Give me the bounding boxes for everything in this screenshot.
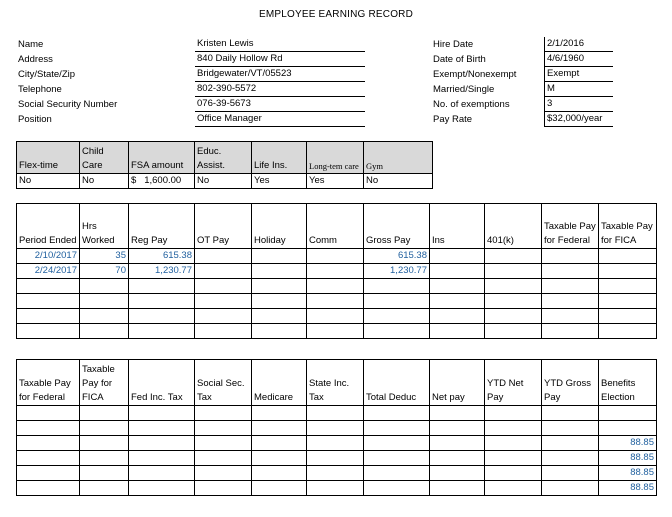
earnings-cell[interactable] — [430, 309, 485, 324]
deductions-cell[interactable] — [17, 406, 80, 421]
benefits-header-child-care: Child Care — [80, 142, 129, 174]
deductions-cell[interactable] — [485, 451, 542, 466]
earnings-cell[interactable] — [17, 309, 80, 324]
earnings-cell[interactable] — [307, 309, 364, 324]
hire-date-value[interactable]: 2/1/2016 — [544, 37, 613, 52]
deductions-cell[interactable] — [17, 466, 80, 481]
ssn-value[interactable]: 076-39-5673 — [195, 97, 365, 112]
table-row — [17, 481, 657, 496]
earnings-cell[interactable] — [599, 264, 657, 279]
table-row — [17, 264, 657, 279]
deductions-cell[interactable] — [307, 451, 364, 466]
earnings-cell[interactable] — [129, 324, 195, 339]
earnings-cell[interactable] — [307, 279, 364, 294]
table-row — [17, 451, 657, 466]
earnings-cell[interactable] — [195, 264, 252, 279]
benefits-header-life-ins: Life Ins. — [252, 142, 307, 174]
benefits-header-fsa-amount: FSA amount — [129, 142, 195, 174]
earnings-cell[interactable]: 2/24/2017 — [17, 264, 80, 279]
deductions-cell[interactable] — [364, 481, 430, 496]
deductions-cell[interactable]: 88.85 — [599, 451, 657, 466]
deductions-cell[interactable] — [307, 436, 364, 451]
deductions-cell[interactable] — [80, 406, 129, 421]
earnings-cell[interactable] — [129, 294, 195, 309]
benefits-value-long-term-care[interactable]: Yes — [307, 174, 364, 189]
earnings-header: Taxable Pay for FICA — [599, 204, 657, 249]
deductions-cell[interactable] — [80, 451, 129, 466]
earnings-cell[interactable] — [252, 249, 307, 264]
table-row — [17, 436, 657, 451]
deductions-cell[interactable] — [252, 421, 307, 436]
earnings-cell[interactable] — [80, 279, 129, 294]
earnings-cell[interactable] — [195, 309, 252, 324]
dob-value[interactable]: 4/6/1960 — [544, 52, 613, 67]
deductions-cell[interactable] — [80, 466, 129, 481]
deductions-header: YTD Net Pay — [485, 360, 542, 406]
benefits-value-educ-assist[interactable]: No — [195, 174, 252, 189]
deductions-cell[interactable] — [307, 421, 364, 436]
table-row — [17, 406, 657, 421]
earnings-header: Holiday — [252, 204, 307, 249]
deductions-cell[interactable] — [364, 466, 430, 481]
earnings-cell[interactable] — [195, 294, 252, 309]
earnings-header: Gross Pay — [364, 204, 430, 249]
benefits-header-educ-assist: Educ. Assist. — [195, 142, 252, 174]
earnings-cell[interactable] — [430, 294, 485, 309]
earnings-cell[interactable] — [599, 294, 657, 309]
deductions-cell[interactable] — [485, 406, 542, 421]
earnings-cell[interactable] — [599, 279, 657, 294]
exempt-value[interactable]: Exempt — [544, 67, 613, 82]
dob-label: Date of Birth — [433, 54, 486, 65]
pay-rate-label: Pay Rate — [433, 114, 473, 125]
deductions-cell[interactable] — [430, 421, 485, 436]
address-label: Address — [18, 54, 53, 65]
earnings-cell[interactable] — [485, 309, 542, 324]
earnings-cell[interactable] — [542, 309, 599, 324]
deductions-cell[interactable] — [485, 421, 542, 436]
deductions-cell[interactable] — [364, 436, 430, 451]
earnings-cell[interactable] — [599, 309, 657, 324]
deductions-cell[interactable] — [129, 436, 195, 451]
benefits-header-long-term-care: Long-tem care — [307, 142, 364, 174]
table-row — [17, 421, 657, 436]
deductions-cell[interactable] — [129, 406, 195, 421]
page-title: EMPLOYEE EARNING RECORD — [258, 9, 414, 20]
earnings-cell[interactable] — [485, 279, 542, 294]
earnings-cell[interactable] — [195, 324, 252, 339]
benefits-value-gym[interactable]: No — [364, 174, 433, 189]
earnings-cell[interactable] — [542, 324, 599, 339]
position-label: Position — [18, 114, 52, 125]
deductions-cell[interactable] — [129, 421, 195, 436]
deductions-header: Taxable Pay for FICA — [80, 360, 129, 406]
earnings-cell[interactable] — [430, 249, 485, 264]
earnings-cell[interactable] — [307, 324, 364, 339]
earnings-cell[interactable] — [80, 309, 129, 324]
earnings-header: Hrs Worked — [80, 204, 129, 249]
earnings-cell[interactable] — [195, 279, 252, 294]
deductions-cell[interactable]: 88.85 — [599, 466, 657, 481]
deductions-header: YTD Gross Pay — [542, 360, 599, 406]
earnings-cell[interactable] — [307, 294, 364, 309]
deductions-cell[interactable] — [129, 481, 195, 496]
earnings-cell[interactable]: 615.38 — [129, 249, 195, 264]
deductions-cell[interactable] — [129, 466, 195, 481]
deductions-header: Total Deduc — [364, 360, 430, 406]
earnings-cell[interactable] — [252, 309, 307, 324]
earnings-cell[interactable]: 2/10/2017 — [17, 249, 80, 264]
benefits-table — [16, 141, 433, 189]
deductions-cell[interactable] — [542, 406, 599, 421]
benefits-value-life-ins[interactable]: Yes — [252, 174, 307, 189]
earnings-cell[interactable] — [17, 294, 80, 309]
earnings-header: 401(k) — [485, 204, 542, 249]
deductions-cell[interactable] — [485, 436, 542, 451]
deductions-cell[interactable] — [542, 451, 599, 466]
deductions-cell[interactable] — [307, 406, 364, 421]
deductions-cell[interactable] — [599, 421, 657, 436]
earnings-cell[interactable] — [430, 264, 485, 279]
deductions-cell[interactable] — [252, 436, 307, 451]
deductions-cell[interactable] — [17, 451, 80, 466]
name-value[interactable]: Kristen Lewis — [195, 37, 365, 52]
benefits-value-flex-time[interactable]: No — [17, 174, 80, 189]
city-state-zip-value[interactable]: Bridgewater/VT/05523 — [195, 67, 365, 82]
deductions-cell[interactable] — [364, 406, 430, 421]
earnings-cell[interactable] — [129, 309, 195, 324]
earnings-cell[interactable] — [252, 324, 307, 339]
earnings-cell[interactable] — [485, 264, 542, 279]
marital-value[interactable]: M — [544, 82, 613, 97]
earnings-cell[interactable]: 1,230.77 — [364, 264, 430, 279]
earnings-cell[interactable] — [129, 279, 195, 294]
deductions-cell[interactable] — [430, 406, 485, 421]
earnings-cell[interactable] — [17, 279, 80, 294]
earnings-cell[interactable] — [364, 279, 430, 294]
earnings-header: Taxable Pay for Federal — [542, 204, 599, 249]
deductions-cell[interactable] — [430, 451, 485, 466]
earnings-cell[interactable] — [430, 279, 485, 294]
deductions-cell[interactable] — [17, 481, 80, 496]
earnings-cell[interactable] — [17, 324, 80, 339]
earnings-cell[interactable] — [542, 264, 599, 279]
earnings-cell[interactable] — [252, 294, 307, 309]
earnings-header: Comm — [307, 204, 364, 249]
earnings-cell[interactable] — [80, 324, 129, 339]
earnings-cell[interactable] — [485, 249, 542, 264]
telephone-label: Telephone — [18, 84, 62, 95]
earnings-cell[interactable] — [542, 249, 599, 264]
earnings-cell[interactable] — [599, 249, 657, 264]
deductions-header: State Inc. Tax — [307, 360, 364, 406]
deductions-cell[interactable] — [17, 421, 80, 436]
earnings-cell[interactable] — [599, 324, 657, 339]
deductions-cell[interactable] — [307, 466, 364, 481]
address-value[interactable]: 840 Daily Hollow Rd — [195, 52, 365, 67]
deductions-cell[interactable] — [542, 481, 599, 496]
city-state-zip-label: City/State/Zip — [18, 69, 76, 80]
deductions-header: Taxable Pay for Federal — [17, 360, 80, 406]
earnings-header: Ins — [430, 204, 485, 249]
deductions-header: Net pay — [430, 360, 485, 406]
earnings-cell[interactable] — [364, 324, 430, 339]
deductions-cell[interactable] — [542, 421, 599, 436]
deductions-cell[interactable] — [195, 436, 252, 451]
earnings-cell[interactable] — [252, 279, 307, 294]
deductions-cell[interactable] — [542, 466, 599, 481]
deductions-cell[interactable] — [252, 406, 307, 421]
deductions-cell[interactable] — [599, 406, 657, 421]
earnings-cell[interactable] — [307, 249, 364, 264]
deductions-cell[interactable]: 88.85 — [599, 481, 657, 496]
deductions-header: Benefits Election — [599, 360, 657, 406]
earnings-cell[interactable] — [364, 294, 430, 309]
table-row — [17, 466, 657, 481]
name-label: Name — [18, 39, 44, 50]
table-row — [17, 279, 657, 294]
deductions-cell[interactable] — [485, 481, 542, 496]
table-row — [17, 294, 657, 309]
benefits-header-gym: Gym — [364, 142, 433, 174]
earnings-table — [16, 203, 657, 339]
earnings-cell[interactable] — [195, 249, 252, 264]
table-row — [17, 324, 657, 339]
deductions-cell[interactable] — [80, 481, 129, 496]
earnings-header: Reg Pay — [129, 204, 195, 249]
deductions-cell[interactable] — [364, 451, 430, 466]
earnings-cell[interactable] — [307, 264, 364, 279]
deductions-cell[interactable] — [252, 466, 307, 481]
deductions-cell[interactable] — [252, 481, 307, 496]
deductions-cell[interactable] — [430, 466, 485, 481]
deductions-cell[interactable] — [542, 436, 599, 451]
deductions-cell[interactable] — [80, 421, 129, 436]
deductions-header: Fed Inc. Tax — [129, 360, 195, 406]
marital-label: Married/Single — [433, 84, 495, 95]
deductions-cell[interactable] — [195, 466, 252, 481]
deductions-cell[interactable] — [80, 436, 129, 451]
earnings-cell[interactable] — [430, 324, 485, 339]
deductions-cell[interactable]: 88.85 — [599, 436, 657, 451]
ssn-label: Social Security Number — [18, 99, 118, 110]
earnings-cell[interactable] — [485, 324, 542, 339]
earnings-cell[interactable]: 35 — [80, 249, 129, 264]
deductions-table — [16, 359, 657, 496]
exempt-label: Exempt/Nonexempt — [433, 69, 517, 80]
earnings-cell[interactable] — [542, 279, 599, 294]
deductions-header: Medicare — [252, 360, 307, 406]
pay-rate-value[interactable]: $32,000/year — [544, 112, 613, 127]
deductions-cell[interactable] — [195, 481, 252, 496]
deductions-cell[interactable] — [364, 421, 430, 436]
deductions-cell[interactable] — [195, 406, 252, 421]
deductions-cell[interactable] — [17, 436, 80, 451]
earnings-cell[interactable]: 1,230.77 — [129, 264, 195, 279]
table-row — [17, 249, 657, 264]
benefits-value-fsa-amount[interactable]: $ 1,600.00 — [129, 174, 195, 189]
deductions-header: Social Sec. Tax — [195, 360, 252, 406]
earnings-cell[interactable] — [542, 294, 599, 309]
telephone-value[interactable]: 802-390-5572 — [195, 82, 365, 97]
earnings-cell[interactable]: 70 — [80, 264, 129, 279]
position-value[interactable]: Office Manager — [195, 112, 365, 127]
earnings-cell[interactable] — [364, 309, 430, 324]
earnings-cell[interactable]: 615.38 — [364, 249, 430, 264]
deductions-cell[interactable] — [195, 421, 252, 436]
earnings-header: OT Pay — [195, 204, 252, 249]
deductions-cell[interactable] — [430, 436, 485, 451]
benefits-value-child-care[interactable]: No — [80, 174, 129, 189]
deductions-cell[interactable] — [129, 451, 195, 466]
exemptions-value[interactable]: 3 — [544, 97, 613, 112]
deductions-cell[interactable] — [307, 481, 364, 496]
earnings-cell[interactable] — [252, 264, 307, 279]
exemptions-label: No. of exemptions — [433, 99, 510, 110]
earnings-cell[interactable] — [80, 294, 129, 309]
hire-date-label: Hire Date — [433, 39, 474, 50]
deductions-cell[interactable] — [430, 481, 485, 496]
deductions-cell[interactable] — [195, 451, 252, 466]
deductions-cell[interactable] — [252, 451, 307, 466]
earnings-cell[interactable] — [485, 294, 542, 309]
table-row — [17, 309, 657, 324]
benefits-header-flex-time: Flex-time — [17, 142, 80, 174]
earnings-header: Period Ended — [17, 204, 80, 249]
deductions-cell[interactable] — [485, 466, 542, 481]
